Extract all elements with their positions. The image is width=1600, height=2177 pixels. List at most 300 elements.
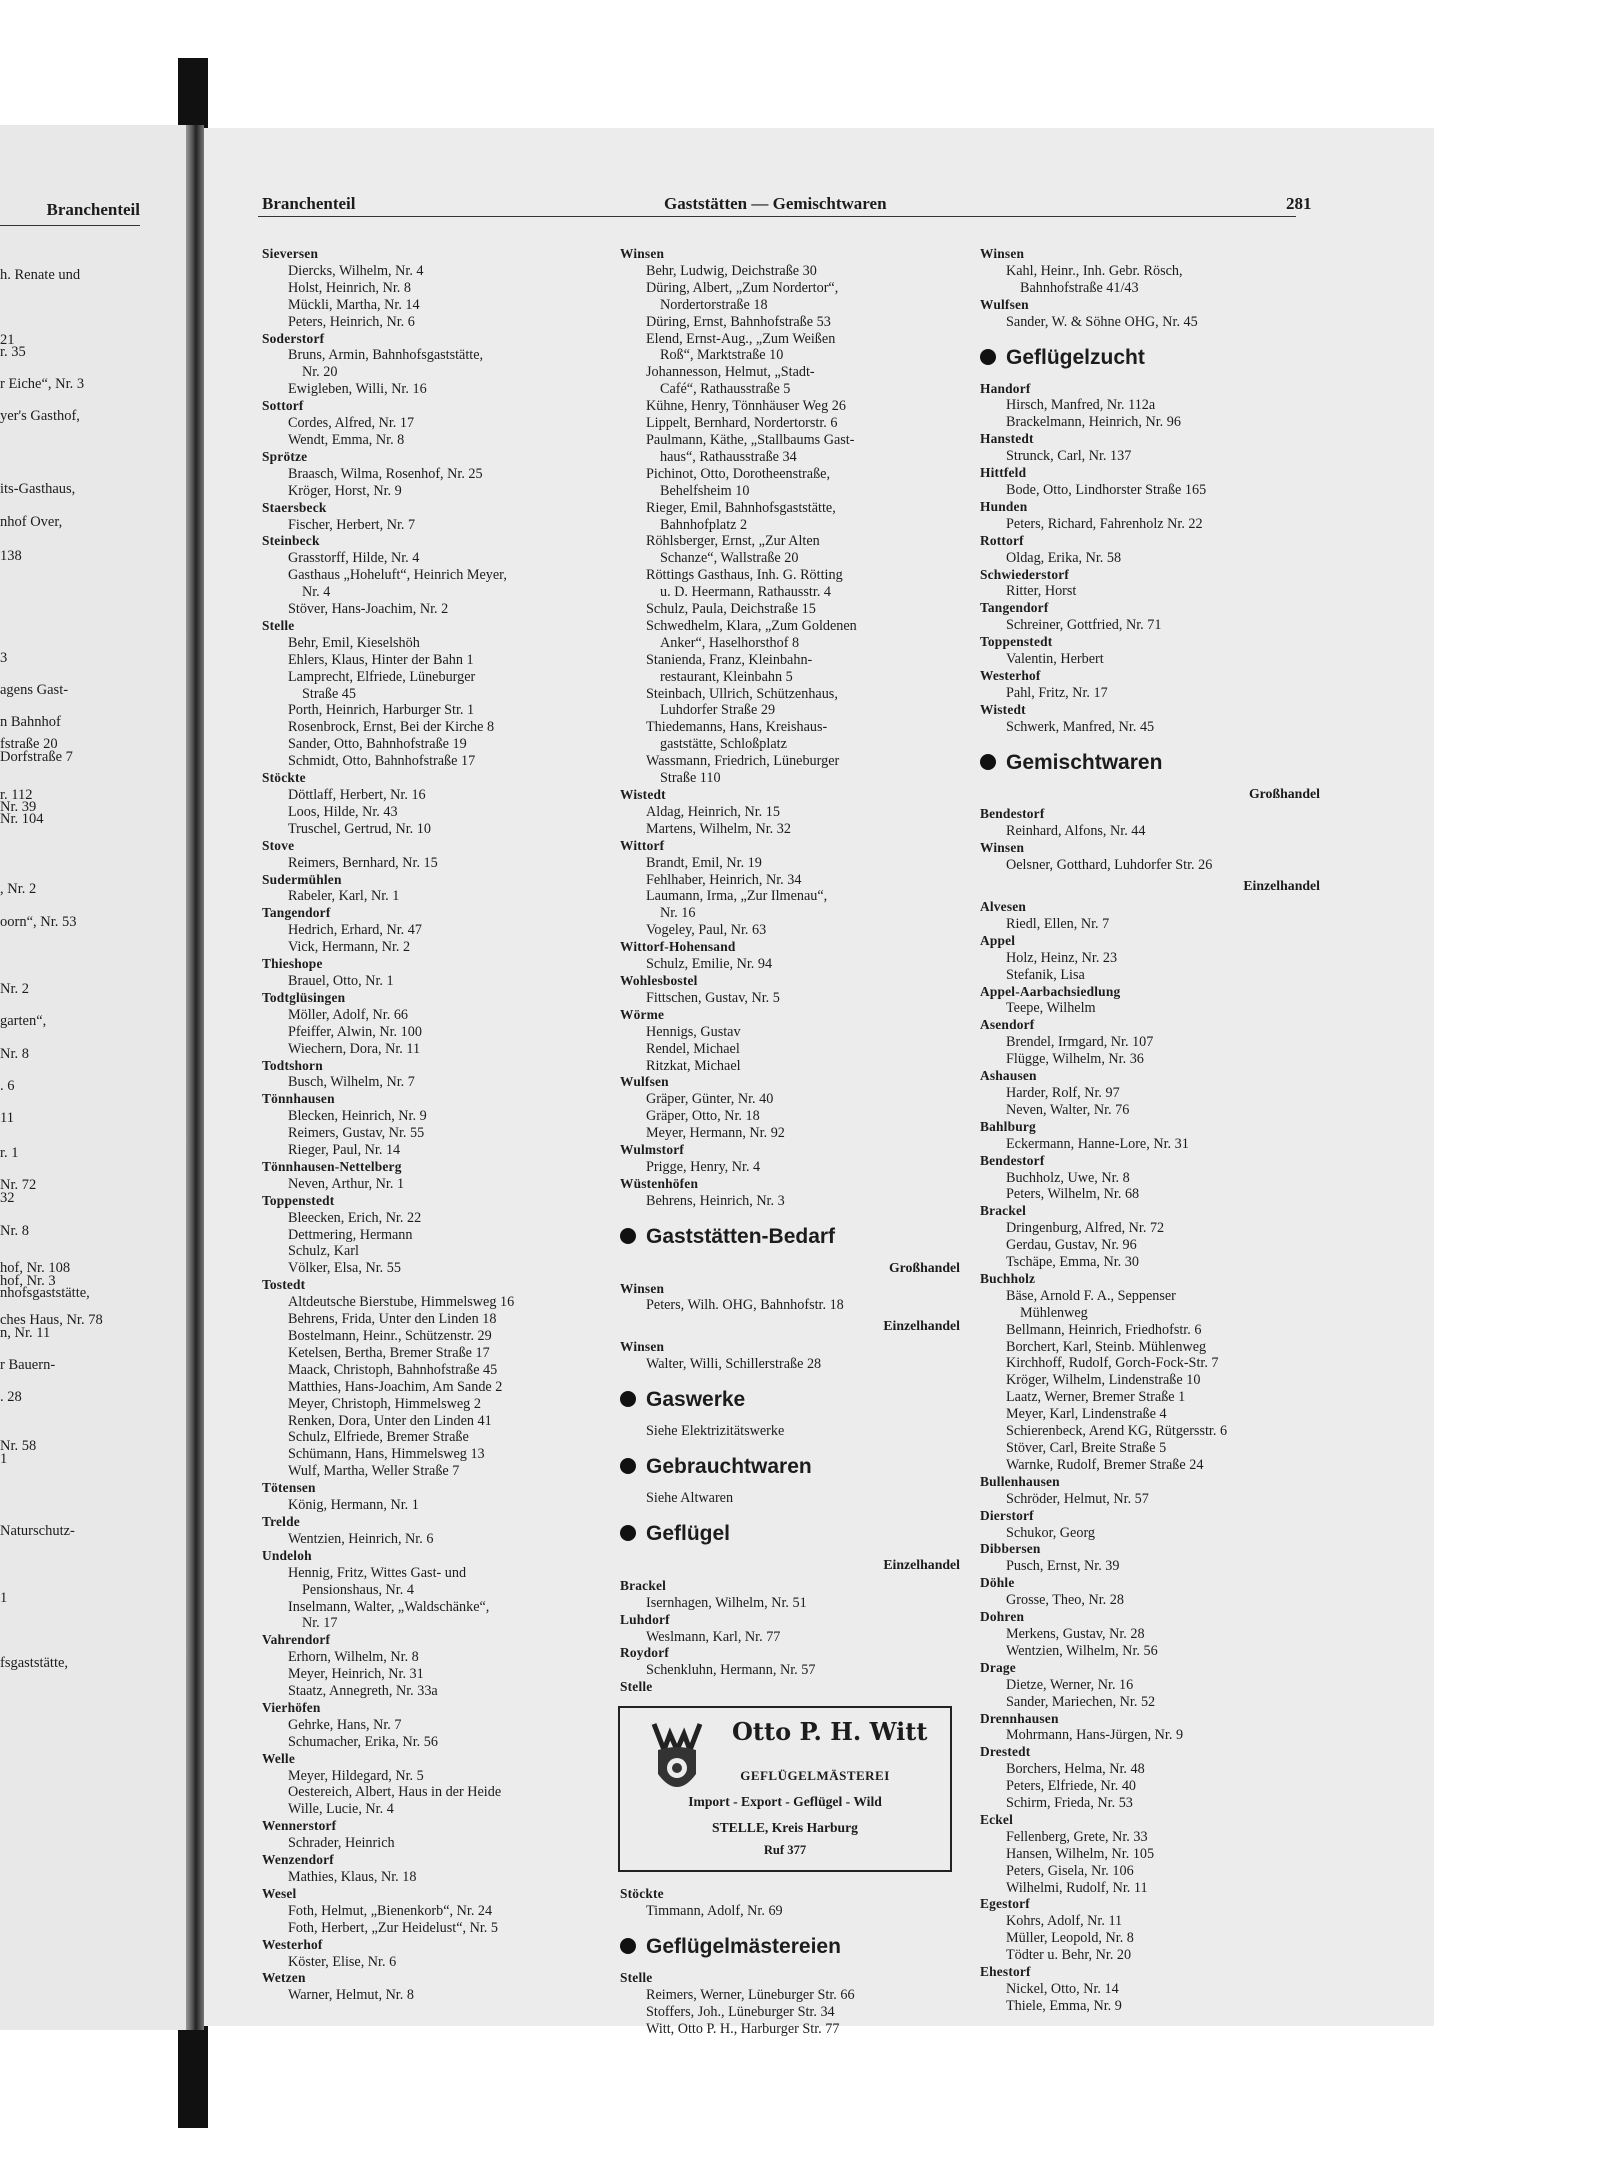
list-item: Gräper, Günter, Nr. 40 bbox=[646, 1091, 774, 1108]
text-fragment: 11 bbox=[0, 1110, 14, 1126]
subsection-label: Einzelhandel bbox=[883, 1318, 960, 1334]
text-fragment: 1 bbox=[0, 1590, 8, 1606]
place-name: Hanstedt bbox=[980, 431, 1034, 447]
list-item: Nickel, Otto, Nr. 14 bbox=[1006, 1981, 1119, 1997]
place-name: Tangendorf bbox=[262, 905, 331, 921]
bullet-icon bbox=[620, 1228, 636, 1244]
place-name: Winsen bbox=[620, 1339, 665, 1355]
section-title: Gaswerke bbox=[646, 1388, 746, 1412]
list-item: Behr, Ludwig, Deichstraße 30 bbox=[646, 262, 817, 279]
list-item-continuation: Pensionshaus, Nr. 4 bbox=[302, 1581, 414, 1598]
list-item: Schröder, Helmut, Nr. 57 bbox=[1006, 1490, 1149, 1507]
list-item: Meyer, Heinrich, Nr. 31 bbox=[288, 1666, 424, 1683]
previous-page bbox=[0, 125, 186, 2030]
list-item: Schümann, Hans, Himmelsweg 13 bbox=[288, 1446, 485, 1463]
section-gebrauchtwaren bbox=[620, 1454, 960, 1480]
list-item: Harder, Rolf, Nr. 97 bbox=[1006, 1084, 1120, 1101]
list-item: Mohrmann, Hans-Jürgen, Nr. 9 bbox=[1006, 1727, 1184, 1744]
place-name: Stöckte bbox=[620, 1886, 664, 1902]
list-item: Kröger, Wilhelm, Lindenstraße 10 bbox=[1006, 1372, 1201, 1389]
list-item: Strunck, Carl, Nr. 137 bbox=[1006, 448, 1132, 465]
place-name: Tostedt bbox=[262, 1277, 306, 1293]
list-item: Porth, Heinrich, Harburger Str. 1 bbox=[288, 702, 475, 719]
list-item: Flügge, Wilhelm, Nr. 36 bbox=[1006, 1051, 1144, 1068]
place-name: Alvesen bbox=[980, 899, 1027, 914]
list-item: Brackelmann, Heinrich, Nr. 96 bbox=[1006, 414, 1181, 431]
list-item: Schulz, Elfriede, Bremer Straße bbox=[288, 1429, 469, 1446]
list-item: Stöver, Hans-Joachim, Nr. 2 bbox=[288, 601, 449, 618]
place-name: Drage bbox=[980, 1659, 1016, 1675]
column-1 bbox=[262, 246, 602, 2004]
place-name: Wittorf bbox=[620, 837, 665, 853]
text-fragment: Nr. 8 bbox=[0, 1046, 29, 1062]
list-item: Fehlhaber, Heinrich, Nr. 34 bbox=[646, 871, 802, 888]
place-name: Stove bbox=[262, 837, 295, 853]
list-item: Schreiner, Gottfried, Nr. 71 bbox=[1006, 617, 1162, 634]
list-item: Rieger, Emil, Bahnhofsgaststätte, bbox=[646, 499, 836, 516]
place-name: Wohlesbostel bbox=[620, 972, 698, 988]
list-item: Foth, Herbert, „Zur Heidelust“, Nr. 5 bbox=[288, 1919, 498, 1936]
text-fragment: 138 bbox=[0, 548, 22, 564]
place-name: Döhle bbox=[980, 1575, 1015, 1591]
text-fragment: Nr. 104 bbox=[0, 811, 44, 827]
bullet-icon bbox=[980, 349, 996, 365]
list-item: Schmidt, Otto, Bahnhofstraße 17 bbox=[288, 753, 476, 770]
place-name: Wulfsen bbox=[620, 1074, 669, 1090]
list-item: Reimers, Bernhard, Nr. 15 bbox=[288, 854, 438, 871]
place-name: Rottorf bbox=[980, 532, 1024, 548]
list-item: Rendel, Michael bbox=[646, 1040, 740, 1057]
list-item: Teepe, Wilhelm bbox=[1006, 1000, 1096, 1017]
list-item: Peters, Gisela, Nr. 106 bbox=[1006, 1862, 1134, 1879]
list-item: Diercks, Wilhelm, Nr. 4 bbox=[288, 262, 424, 279]
text-fragment: agens Gast- bbox=[0, 682, 69, 698]
text-fragment: hof, Nr. 3 bbox=[0, 1273, 56, 1289]
list-item: Wendt, Emma, Nr. 8 bbox=[288, 431, 405, 448]
list-item: Renken, Dora, Unter den Linden 41 bbox=[288, 1412, 492, 1429]
place-name: Buchholz bbox=[980, 1270, 1036, 1286]
list-item: Dietze, Werner, Nr. 16 bbox=[1006, 1676, 1134, 1693]
place-name: Wüstenhöfen bbox=[620, 1175, 699, 1191]
ad-services: Import - Export - Geflügel - Wild bbox=[688, 1794, 882, 1810]
list-item: Gerdau, Gustav, Nr. 96 bbox=[1006, 1237, 1137, 1254]
text-fragment: 32 bbox=[0, 1190, 15, 1206]
place-name: Tangendorf bbox=[980, 600, 1049, 616]
grosshandel-list bbox=[980, 806, 1320, 874]
place-name: Bendestorf bbox=[980, 1152, 1045, 1168]
list-item: Laatz, Werner, Bremer Straße 1 bbox=[1006, 1389, 1186, 1406]
list-item-continuation: haus“, Rathausstraße 34 bbox=[660, 448, 797, 465]
list-item: Kröger, Horst, Nr. 9 bbox=[288, 482, 402, 499]
section-gemischtwaren bbox=[980, 750, 1320, 776]
list-item-continuation: Bahnhofstraße 41/43 bbox=[1020, 279, 1139, 296]
list-item: Pusch, Ernst, Nr. 39 bbox=[1006, 1558, 1120, 1575]
place-name: Wistedt bbox=[620, 787, 666, 802]
place-name: Bullenhausen bbox=[980, 1473, 1060, 1489]
text-fragment: ches Haus, Nr. 78 bbox=[0, 1312, 103, 1328]
text-fragment: h. Renate und bbox=[0, 267, 81, 283]
list-item: Warnke, Rudolf, Bremer Straße 24 bbox=[1006, 1456, 1204, 1473]
gefluegelzucht-list bbox=[980, 381, 1320, 736]
list-item: Brauel, Otto, Nr. 1 bbox=[288, 972, 394, 989]
text-fragment: fstraße 20 bbox=[0, 736, 58, 752]
list-item: Busch, Wilhelm, Nr. 7 bbox=[288, 1074, 415, 1091]
text-fragment: Nr. 39 bbox=[0, 799, 37, 815]
list-item: Reinhard, Alfons, Nr. 44 bbox=[1006, 823, 1146, 840]
list-item: Pfeiffer, Alwin, Nr. 100 bbox=[288, 1023, 422, 1040]
place-name: Brackel bbox=[980, 1203, 1027, 1219]
text-fragment: yer's Gasthof, bbox=[0, 408, 80, 424]
list-item: Borchers, Helma, Nr. 48 bbox=[1006, 1761, 1145, 1778]
list-item: Bellmann, Heinrich, Friedhofstr. 6 bbox=[1006, 1321, 1202, 1338]
place-name: Undeloh bbox=[262, 1547, 312, 1563]
list-item: Steinbach, Ullrich, Schützenhaus, bbox=[646, 685, 838, 702]
list-item: Laumann, Irma, „Zur Ilmenau“, bbox=[646, 888, 828, 905]
list-item: Stöver, Carl, Breite Straße 5 bbox=[1006, 1440, 1167, 1456]
place-name: Asendorf bbox=[980, 1017, 1035, 1033]
list-item: Ritzkat, Michael bbox=[646, 1057, 741, 1074]
list-item-continuation: Mühlenweg bbox=[1020, 1304, 1088, 1321]
place-name: Bahlburg bbox=[980, 1118, 1036, 1134]
list-item: Tschäpe, Emma, Nr. 30 bbox=[1006, 1254, 1139, 1271]
witt-logo-icon bbox=[648, 1720, 706, 1798]
text-fragment: nhofsgaststätte, bbox=[0, 1285, 90, 1301]
book-gutter bbox=[186, 125, 204, 2030]
list-item: Ehlers, Klaus, Hinter der Bahn 1 bbox=[288, 651, 474, 668]
list-item: Walter, Willi, Schillerstraße 28 bbox=[646, 1356, 822, 1373]
cross-reference: Siehe Altwaren bbox=[646, 1490, 734, 1506]
list-item: Wentzien, Wilhelm, Nr. 56 bbox=[1006, 1642, 1158, 1659]
place-name: Trelde bbox=[262, 1513, 300, 1529]
list-item: Bruns, Armin, Bahnhofsgaststätte, bbox=[288, 347, 484, 364]
place-name: Todtshorn bbox=[262, 1057, 323, 1073]
page-number: 281 bbox=[1286, 194, 1312, 213]
list-item-continuation: Straße 45 bbox=[302, 685, 356, 702]
place-name: Wörme bbox=[620, 1006, 665, 1022]
place-name: Sprötze bbox=[262, 448, 308, 464]
list-item: Meyer, Hildegard, Nr. 5 bbox=[288, 1767, 424, 1784]
text-fragment: r. 35 bbox=[0, 344, 26, 360]
place-name: Sudermühlen bbox=[262, 871, 342, 887]
place-name: Dibbersen bbox=[980, 1541, 1041, 1557]
subsection-label: Großhandel bbox=[1248, 785, 1320, 801]
bullet-icon bbox=[620, 1391, 636, 1407]
text-fragment: Nr. 58 bbox=[0, 1438, 37, 1454]
list-item: Valentin, Herbert bbox=[1006, 651, 1104, 668]
bullet-icon bbox=[620, 1525, 636, 1541]
place-name: Wesel bbox=[262, 1885, 297, 1901]
list-item: Grasstorff, Hilde, Nr. 4 bbox=[288, 550, 420, 567]
bullet-icon bbox=[620, 1458, 636, 1474]
list-item: Stefanik, Lisa bbox=[1006, 966, 1085, 983]
list-item: Timmann, Adolf, Nr. 69 bbox=[646, 1903, 783, 1920]
place-name: Tönnhausen-Nettelberg bbox=[262, 1158, 402, 1174]
place-name: Wistedt bbox=[980, 701, 1026, 717]
section-title: Geflügel bbox=[646, 1521, 731, 1545]
place-name: Westerhof bbox=[262, 1936, 323, 1952]
list-item: Fittschen, Gustav, Nr. 5 bbox=[646, 989, 780, 1006]
bullet-icon bbox=[980, 754, 996, 770]
list-item: Schulz, Emilie, Nr. 94 bbox=[646, 956, 773, 973]
list-item: Thiedemanns, Hans, Kreishaus- bbox=[646, 719, 828, 736]
list-item: Gasthaus „Hoheluft“, Heinrich Meyer, bbox=[288, 567, 507, 584]
list-item: Meyer, Christoph, Himmelsweg 2 bbox=[288, 1395, 481, 1412]
list-item: Düring, Albert, „Zum Nordertor“, bbox=[646, 279, 839, 296]
header-rule bbox=[258, 216, 1296, 217]
previous-page-header: Branchenteil bbox=[46, 200, 140, 219]
list-item: Johannesson, Helmut, „Stadt- bbox=[646, 364, 815, 381]
list-item: Schulz, Karl bbox=[288, 1243, 359, 1260]
gefluegelmaestereien-list bbox=[620, 1970, 960, 2038]
list-item: Bäse, Arnold F. A., Seppenser bbox=[1006, 1287, 1176, 1304]
place-name: Stelle bbox=[620, 1969, 653, 1985]
list-item-continuation: Luhdorfer Straße 29 bbox=[660, 702, 776, 719]
section-gefluegel bbox=[620, 1521, 960, 1547]
section-title: Gebrauchtwaren bbox=[646, 1455, 812, 1478]
list-item: Loos, Hilde, Nr. 43 bbox=[288, 803, 398, 820]
text-fragment: r Bauern- bbox=[0, 1357, 56, 1373]
place-name: Drennhausen bbox=[980, 1710, 1059, 1726]
list-item: Ewigleben, Willi, Nr. 16 bbox=[288, 381, 427, 398]
list-item: Sander, W. & Söhne OHG, Nr. 45 bbox=[1006, 313, 1198, 330]
place-name: Thieshope bbox=[262, 956, 323, 972]
list-item-continuation: gaststätte, Schloßplatz bbox=[660, 736, 787, 753]
ad-company-name: Otto P. H. Witt bbox=[732, 1717, 928, 1747]
place-name: Eckel bbox=[980, 1811, 1013, 1827]
list-item: Vogeley, Paul, Nr. 63 bbox=[646, 922, 767, 939]
place-name: Welle bbox=[262, 1750, 295, 1766]
place-name: Soderstorf bbox=[262, 330, 325, 346]
list-item-continuation: Nr. 20 bbox=[302, 364, 338, 381]
ad-location: STELLE, Kreis Harburg bbox=[712, 1820, 858, 1836]
place-name: Stelle bbox=[620, 1679, 653, 1695]
list-item: Dringenburg, Alfred, Nr. 72 bbox=[1006, 1220, 1165, 1237]
list-item: Möller, Adolf, Nr. 66 bbox=[288, 1006, 409, 1023]
list-item: Peters, Wilhelm, Nr. 68 bbox=[1006, 1186, 1140, 1203]
place-name: Tönnhausen bbox=[262, 1091, 335, 1107]
list-item: Erhorn, Wilhelm, Nr. 8 bbox=[288, 1649, 419, 1666]
place-name: Steinbeck bbox=[262, 533, 320, 549]
place-name: Wenzendorf bbox=[262, 1852, 334, 1868]
list-item: Elend, Ernst-Aug., „Zum Weißen bbox=[646, 330, 836, 347]
list-item: Schenkluhn, Hermann, Nr. 57 bbox=[646, 1662, 816, 1679]
list-item-continuation: u. D. Heermann, Rathausstr. 4 bbox=[660, 584, 832, 601]
list-item: Peters, Wilh. OHG, Bahnhofstr. 18 bbox=[646, 1297, 844, 1314]
list-item: Brendel, Irmgard, Nr. 107 bbox=[1006, 1034, 1154, 1051]
list-item: Peters, Richard, Fahrenholz Nr. 22 bbox=[1006, 515, 1203, 532]
section-gaswerke bbox=[620, 1387, 960, 1413]
list-item: Rieger, Paul, Nr. 14 bbox=[288, 1142, 401, 1159]
list-item: Hirsch, Manfred, Nr. 112a bbox=[1006, 397, 1156, 414]
list-item: Warner, Helmut, Nr. 8 bbox=[288, 1987, 414, 2004]
list-item: Altdeutsche Bierstube, Himmelsweg 16 bbox=[288, 1294, 515, 1311]
list-item-continuation: Roß“, Marktstraße 10 bbox=[660, 347, 784, 364]
list-item: Wulf, Martha, Weller Straße 7 bbox=[288, 1463, 460, 1480]
list-item: Eckermann, Hanne-Lore, Nr. 31 bbox=[1006, 1135, 1189, 1152]
previous-page-rule bbox=[0, 225, 140, 226]
list-item: Kahl, Heinr., Inh. Gebr. Rösch, bbox=[1006, 262, 1183, 279]
list-item: Kohrs, Adolf, Nr. 11 bbox=[1006, 1913, 1123, 1930]
list-item: Dettmering, Hermann bbox=[288, 1226, 413, 1243]
list-item: Thiele, Emma, Nr. 9 bbox=[1006, 1997, 1122, 2014]
section-gaststaetten-bedarf bbox=[620, 1224, 960, 1250]
list-item: Witt, Otto P. H., Harburger Str. 77 bbox=[646, 2020, 840, 2037]
einzelhandel-list bbox=[980, 899, 1320, 2015]
list-item: Pahl, Fritz, Nr. 17 bbox=[1006, 684, 1108, 701]
text-fragment: nhof Over, bbox=[0, 514, 63, 530]
list-item: Vick, Hermann, Nr. 2 bbox=[288, 939, 411, 956]
list-item: Meyer, Karl, Lindenstraße 4 bbox=[1006, 1406, 1167, 1423]
section-title: Geflügelmästereien bbox=[646, 1934, 841, 1958]
list-item: Paulmann, Käthe, „Stallbaums Gast- bbox=[646, 431, 855, 448]
place-name: Dierstorf bbox=[980, 1507, 1034, 1523]
list-item: Kühne, Henry, Tönnhäuser Weg 26 bbox=[646, 398, 846, 415]
list-item: Schierenbeck, Arend KG, Rütgersstr. 6 bbox=[1006, 1423, 1228, 1440]
subsection-label: Großhandel bbox=[888, 1259, 960, 1275]
list-item: Riedl, Ellen, Nr. 7 bbox=[1006, 915, 1110, 932]
subsection-label: Einzelhandel bbox=[1243, 878, 1320, 894]
list-item: Röhlsberger, Ernst, „Zur Alten bbox=[646, 533, 820, 550]
list-item: Behrens, Frida, Unter den Linden 18 bbox=[288, 1311, 497, 1328]
list-item: Müller, Leopold, Nr. 8 bbox=[1006, 1930, 1134, 1947]
list-item-continuation: Bahnhofplatz 2 bbox=[660, 516, 748, 533]
place-name: Winsen bbox=[980, 246, 1025, 261]
text-fragment: n, Nr. 11 bbox=[0, 1325, 51, 1341]
list-item-continuation: Schanze“, Wallstraße 20 bbox=[660, 550, 799, 567]
place-name: Wulmstorf bbox=[620, 1142, 685, 1158]
list-item: Inselmann, Walter, „Waldschänke“, bbox=[288, 1598, 490, 1615]
list-item: Schwerk, Manfred, Nr. 45 bbox=[1006, 718, 1155, 735]
list-item: Stanienda, Franz, Kleinbahn- bbox=[646, 651, 813, 668]
list-item: Foth, Helmut, „Bienenkorb“, Nr. 24 bbox=[288, 1902, 493, 1919]
list-item: Bode, Otto, Lindhorster Straße 165 bbox=[1006, 481, 1207, 498]
list-item-continuation: Nr. 17 bbox=[302, 1615, 338, 1632]
list-item: Hedrich, Erhard, Nr. 47 bbox=[288, 922, 422, 939]
list-item-continuation: Anker“, Haselhorsthof 8 bbox=[660, 634, 800, 651]
list-item-continuation: Nr. 4 bbox=[302, 584, 331, 601]
text-fragment: oorn“, Nr. 53 bbox=[0, 914, 77, 930]
list-item: Cordes, Alfred, Nr. 17 bbox=[288, 415, 415, 432]
list-item: Lippelt, Bernhard, Nordertorstr. 6 bbox=[646, 415, 838, 432]
list-item: Gräper, Otto, Nr. 18 bbox=[646, 1108, 760, 1125]
text-fragment: Nr. 72 bbox=[0, 1177, 37, 1193]
list-item: Röttings Gasthaus, Inh. G. Rötting bbox=[646, 567, 843, 584]
list-item: Döttlaff, Herbert, Nr. 16 bbox=[288, 787, 426, 803]
list-item: Sander, Otto, Bahnhofstraße 19 bbox=[288, 736, 467, 753]
place-name: Schwiederstorf bbox=[980, 566, 1070, 582]
list-item: Blecken, Heinrich, Nr. 9 bbox=[288, 1108, 427, 1125]
list-item: Lamprecht, Elfriede, Lüneburger bbox=[288, 668, 476, 685]
list-item: Fischer, Herbert, Nr. 7 bbox=[288, 516, 416, 533]
list-item-continuation: Nr. 16 bbox=[660, 905, 696, 922]
place-name: Dohren bbox=[980, 1609, 1025, 1625]
place-name: Vierhöfen bbox=[262, 1699, 321, 1715]
text-fragment: . 28 bbox=[0, 1389, 22, 1405]
list-item: Martens, Wilhelm, Nr. 32 bbox=[646, 820, 791, 837]
text-fragment: Naturschutz- bbox=[0, 1523, 75, 1539]
text-fragment: Nr. 2 bbox=[0, 981, 29, 997]
list-item: Fellenberg, Grete, Nr. 33 bbox=[1006, 1828, 1148, 1845]
column-3 bbox=[980, 246, 1320, 2015]
list-item: Merkens, Gustav, Nr. 28 bbox=[1006, 1625, 1145, 1642]
list-item: Matthies, Hans-Joachim, Am Sande 2 bbox=[288, 1378, 503, 1395]
list-item: Wassmann, Friedrich, Lüneburger bbox=[646, 753, 840, 770]
place-name: Wulfsen bbox=[980, 296, 1029, 312]
list-item: Schumacher, Erika, Nr. 56 bbox=[288, 1733, 438, 1750]
place-name: Bendestorf bbox=[980, 806, 1045, 822]
header-section: Branchenteil bbox=[262, 194, 356, 213]
text-fragment: 3 bbox=[0, 650, 8, 666]
text-fragment: n Bahnhof bbox=[0, 714, 61, 730]
place-name: Sieversen bbox=[262, 246, 319, 261]
list-item: Köster, Elise, Nr. 6 bbox=[288, 1953, 397, 1970]
text-fragment: fsgaststätte, bbox=[0, 1655, 69, 1671]
list-item: Ritter, Horst bbox=[1006, 583, 1077, 600]
section-title: Gemischtwaren bbox=[1006, 750, 1163, 774]
place-name: Toppenstedt bbox=[980, 634, 1053, 650]
list-item: Weslmann, Karl, Nr. 77 bbox=[646, 1628, 781, 1645]
place-name: Wennerstorf bbox=[262, 1818, 337, 1834]
text-fragment: , Nr. 2 bbox=[0, 881, 37, 897]
place-name: Hittfeld bbox=[980, 465, 1027, 481]
place-name: Stelle bbox=[262, 617, 295, 633]
list-item-continuation: Nordertorstraße 18 bbox=[660, 296, 768, 313]
place-name: Drestedt bbox=[980, 1744, 1031, 1760]
place-name: Appel-Aarbachsiedlung bbox=[980, 983, 1121, 999]
gefluegel-list bbox=[620, 1578, 960, 1679]
list-item: Reimers, Werner, Lüneburger Str. 66 bbox=[646, 1986, 855, 2003]
place-name: Egestorf bbox=[980, 1896, 1030, 1912]
list-item: Oelsner, Gotthard, Luhdorfer Str. 26 bbox=[1006, 857, 1213, 874]
list-item: Isernhagen, Wilhelm, Nr. 51 bbox=[646, 1594, 807, 1611]
text-fragment: r. 112 bbox=[0, 787, 33, 803]
list-item: Völker, Elsa, Nr. 55 bbox=[288, 1260, 401, 1277]
list-item: Sander, Mariechen, Nr. 52 bbox=[1006, 1693, 1156, 1710]
page-281 bbox=[204, 128, 1434, 2037]
text-fragment: 21 bbox=[0, 332, 15, 348]
place-name: Toppenstedt bbox=[262, 1192, 335, 1208]
place-name: Luhdorf bbox=[620, 1611, 670, 1627]
bullet-icon bbox=[620, 1938, 636, 1954]
place-name: Ashausen bbox=[980, 1068, 1037, 1084]
list-item: Wille, Lucie, Nr. 4 bbox=[288, 1801, 394, 1818]
list-item: Wiechern, Dora, Nr. 11 bbox=[288, 1040, 421, 1057]
section-title: Geflügelzucht bbox=[1006, 345, 1145, 369]
advertisement-witt bbox=[618, 1706, 952, 1872]
list-item: Reimers, Gustav, Nr. 55 bbox=[288, 1125, 425, 1142]
list-item: Hansen, Wilhelm, Nr. 105 bbox=[1006, 1845, 1155, 1862]
place-name: Ehestorf bbox=[980, 1964, 1031, 1980]
place-name: Roydorf bbox=[620, 1645, 670, 1661]
list-item: Neven, Arthur, Nr. 1 bbox=[288, 1175, 405, 1192]
list-item: Düring, Ernst, Bahnhofstraße 53 bbox=[646, 313, 831, 330]
list-item-continuation: Straße 110 bbox=[660, 770, 721, 787]
place-name: Brackel bbox=[620, 1577, 667, 1593]
text-fragment: Dorfstraße 7 bbox=[0, 749, 73, 765]
list-item: Behrens, Heinrich, Nr. 3 bbox=[646, 1192, 785, 1209]
place-name: Sottorf bbox=[262, 398, 304, 414]
place-name: Vahrendorf bbox=[262, 1632, 331, 1648]
text-fragment: Nr. 8 bbox=[0, 1223, 29, 1239]
winsen-gaststaetten-list bbox=[620, 246, 960, 1210]
list-item: Gehrke, Hans, Nr. 7 bbox=[288, 1716, 402, 1733]
place-name: Winsen bbox=[980, 840, 1025, 856]
list-item-continuation: Behelfsheim 10 bbox=[660, 482, 750, 499]
list-item: Neven, Walter, Nr. 76 bbox=[1006, 1101, 1130, 1118]
list-item: König, Hermann, Nr. 1 bbox=[288, 1497, 419, 1514]
place-name: Appel bbox=[980, 932, 1016, 948]
ad-business-type: GEFLÜGELMÄSTEREI bbox=[740, 1768, 890, 1784]
